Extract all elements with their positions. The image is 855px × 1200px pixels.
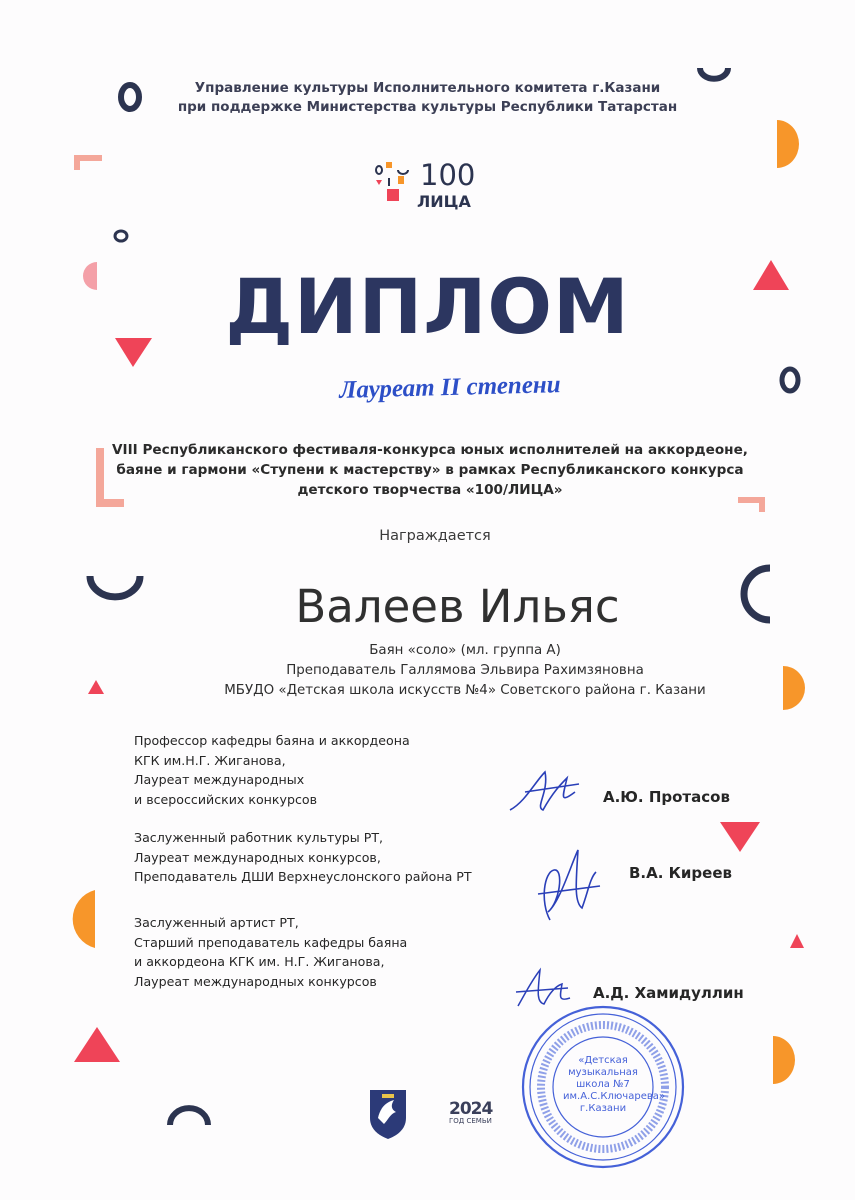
left-shape-small-o xyxy=(115,231,127,241)
jury-title-line: Лауреат международных конкурсов xyxy=(134,973,377,989)
school-line: МБУДО «Детская школа искусств №4» Советского района г. Казани xyxy=(224,683,706,698)
year-caption: ГОД СЕМЬИ xyxy=(449,1117,492,1125)
signature-2-icon xyxy=(530,842,605,927)
stamp-line: г.Казани xyxy=(579,1103,627,1114)
stamp-line: школа №7 xyxy=(576,1079,630,1090)
logo-word: ЛИЦА xyxy=(417,192,471,211)
jury-title-line: Лауреат международных конкурсов, xyxy=(134,849,381,865)
left-shape-half-circle-orange xyxy=(73,890,95,948)
category-line: Баян «соло» (мл. группа А) xyxy=(369,643,561,658)
laureate-degree: Лауреат II степени xyxy=(338,371,561,404)
right-shape-triangle-down xyxy=(720,822,760,852)
jury-title-line: Профессор кафедры баяна и аккордеона xyxy=(134,733,410,748)
festival-line-2: баяне и гармони «Ступени к мастерству» в рамках Республиканского конкурса xyxy=(116,462,744,478)
jury-title-line: Лауреат международных xyxy=(134,772,305,787)
right-shape-arc-top xyxy=(700,68,728,79)
kazan-coat-of-arms-icon xyxy=(368,1088,408,1140)
diploma-title: ДИПЛОМ xyxy=(225,262,630,351)
left-shape-arc-top xyxy=(170,1108,208,1125)
right-shape-bracket xyxy=(738,500,762,512)
signature-1-icon xyxy=(505,762,585,822)
jury-member-2-name: В.А. Киреев xyxy=(629,864,733,882)
jury-title-line: и аккордеона КГК им. Н.Г. Жиганова, xyxy=(134,954,385,969)
jury-title-line: Заслуженный работник культуры РТ, xyxy=(134,830,384,845)
jury-member-1-titles xyxy=(134,731,534,809)
jury-title-line: КГК им.Н.Г. Жиганова, xyxy=(134,752,286,768)
jury-title-line: Старший преподаватель кафедры баяна xyxy=(134,934,408,950)
logo-100-lica xyxy=(370,158,485,218)
year-number: 2024 xyxy=(449,1099,493,1119)
left-shape-bracket xyxy=(77,158,102,170)
jury-title-line: Заслуженный артист РТ, xyxy=(134,915,299,930)
jury-member-3-name: А.Д. Хамидуллин xyxy=(593,984,744,1002)
festival-line-3: детского творчества «100/ЛИЦА» xyxy=(297,482,563,498)
jury-member-1-name: А.Ю. Протасов xyxy=(603,788,730,806)
jury-member-2-titles xyxy=(134,828,534,887)
stamp-line: им.А.С.Ключарева» xyxy=(563,1091,665,1102)
right-shape-half-circle-top xyxy=(777,120,799,168)
logo-mark-icon xyxy=(370,158,420,218)
awarded-label: Награждается xyxy=(379,528,491,544)
official-stamp xyxy=(518,1002,688,1172)
jury-member-3-titles xyxy=(134,913,534,991)
right-shape-half-circle-bottom xyxy=(773,1036,795,1084)
recipient-name: Валеев Ильяс xyxy=(295,580,620,633)
left-shape-triangle-up xyxy=(74,1027,120,1062)
header-line-2: при поддержке Министерства культуры Республики Татарстан xyxy=(177,99,678,115)
teacher-line: Преподаватель Галлямова Эльвира Рахимзяновна xyxy=(286,663,644,678)
festival-description xyxy=(100,440,760,500)
stamp-line: музыкальная xyxy=(568,1067,638,1078)
stamp-center-text xyxy=(563,1055,665,1115)
header-line-1: Управление культуры Исполнительного комитета г.Казани xyxy=(194,80,661,96)
logo-number: 100 xyxy=(420,158,476,192)
stamp-line: «Детская xyxy=(578,1055,628,1066)
right-shape-small-triangle xyxy=(790,934,804,948)
jury-title-line: Преподаватель ДШИ Верхнеуслонского района РТ xyxy=(134,869,472,884)
festival-line-1: VIII Республиканского фестиваля-конкурса юных исполнителей на аккордеоне, xyxy=(112,442,748,458)
year-of-family-emblem xyxy=(449,1099,499,1125)
jury-title-line: и всероссийских конкурсов xyxy=(134,791,318,807)
